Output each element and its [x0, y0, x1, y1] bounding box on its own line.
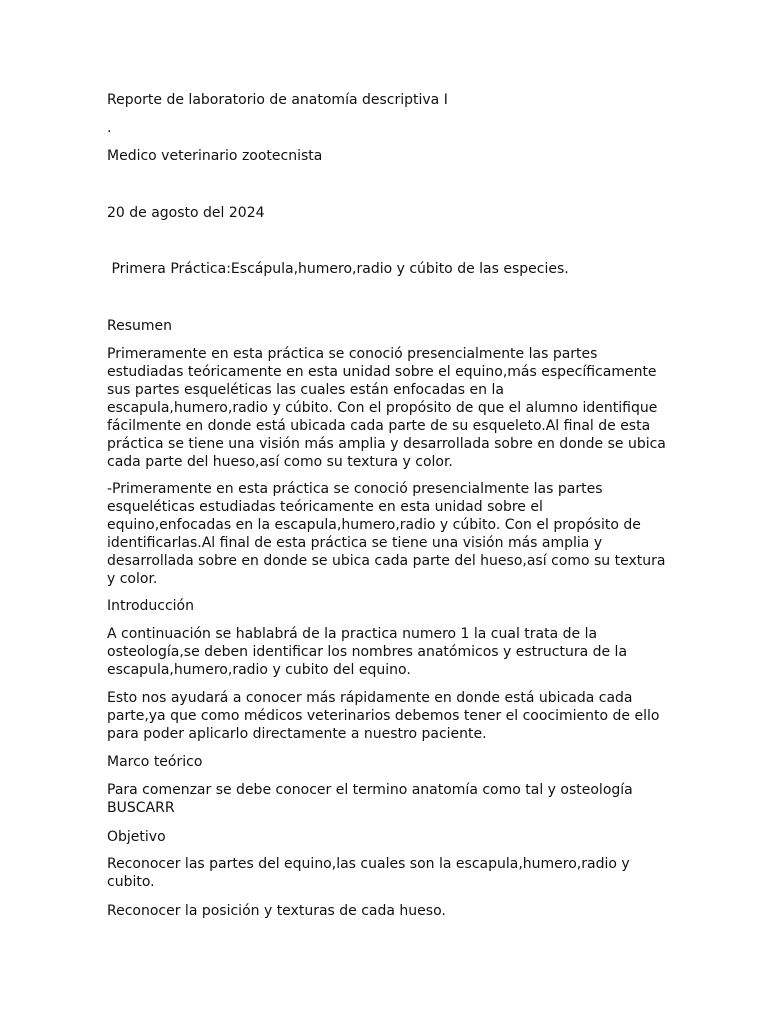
- introduccion-paragraph-1: [107, 625, 667, 679]
- introduccion-paragraph-2: [107, 689, 667, 743]
- text-line: cada parte del hueso,así como su textura y color.: [107, 454, 453, 470]
- separator-dot: .: [107, 120, 112, 136]
- marco-teorico-paragraph: [107, 781, 667, 817]
- introduccion-heading: Introducción: [107, 598, 194, 614]
- text-line: desarrollada sobre en donde se ubica cada parte del hueso,así como su textura: [107, 553, 666, 569]
- text-line: escapula,humero,radio y cúbito. Con el propósito de que el alumno identifique: [107, 400, 658, 416]
- resumen-paragraph-1: [107, 345, 667, 471]
- text-line: esqueléticas estudiadas teóricamente en esta unidad sobre el: [107, 499, 543, 515]
- text-line: Reconocer la posición y texturas de cada hueso.: [107, 903, 446, 919]
- text-line: identificarlas.Al final de esta práctica se tiene una visión más amplia y: [107, 535, 603, 551]
- report-title: Reporte de laboratorio de anatomía descriptiva I: [107, 92, 448, 108]
- text-line: BUSCARR: [107, 800, 175, 816]
- text-line: Para comenzar se debe conocer el termino anatomía como tal y osteología: [107, 782, 633, 798]
- text-line: Esto nos ayudará a conocer más rápidamente en donde está ubicada cada: [107, 690, 633, 706]
- text-line: -Primeramente en esta práctica se conoció presencialmente las partes: [107, 481, 603, 497]
- text-line: y color.: [107, 571, 158, 587]
- text-line: Primeramente en esta práctica se conoció presencialmente las partes: [107, 346, 598, 362]
- objetivo-heading: Objetivo: [107, 829, 166, 845]
- text-line: equino,enfocadas en la escapula,humero,radio y cúbito. Con el propósito de: [107, 517, 641, 533]
- objetivo-paragraph-2: [107, 902, 667, 920]
- text-line: Reconocer las partes del equino,las cuales son la escapula,humero,radio y: [107, 856, 630, 872]
- text-line: estudiadas teóricamente en esta unidad sobre el equino,más específicamente: [107, 364, 657, 380]
- text-line: sus partes esqueléticas las cuales están enfocadas en la: [107, 382, 504, 398]
- marco-teorico-heading: Marco teórico: [107, 754, 203, 770]
- text-line: para poder aplicarlo directamente a nuestro paciente.: [107, 726, 487, 742]
- text-line: parte,ya que como médicos veterinarios debemos tener el coocimiento de ello: [107, 708, 660, 724]
- text-line: osteología,se deben identificar los nombres anatómicos y estructura de la: [107, 644, 628, 660]
- resumen-paragraph-2: [107, 480, 667, 588]
- resumen-heading: Resumen: [107, 318, 173, 334]
- text-line: cubito.: [107, 874, 155, 890]
- practice-title: Primera Práctica:Escápula,humero,radio y cúbito de las especies.: [107, 261, 569, 277]
- report-date: 20 de agosto del 2024: [107, 205, 265, 221]
- text-line: A continuación se hablabrá de la practica numero 1 la cual trata de la: [107, 626, 598, 642]
- text-line: fácilmente en donde está ubicada cada parte de su esqueleto.Al final de esta: [107, 418, 651, 434]
- career-name: Medico veterinario zootecnista: [107, 148, 323, 164]
- text-line: práctica se tiene una visión más amplia y desarrollada sobre en donde se ubica: [107, 436, 666, 452]
- text-line: escapula,humero,radio y cubito del equino.: [107, 662, 411, 678]
- objetivo-paragraph-1: [107, 855, 667, 891]
